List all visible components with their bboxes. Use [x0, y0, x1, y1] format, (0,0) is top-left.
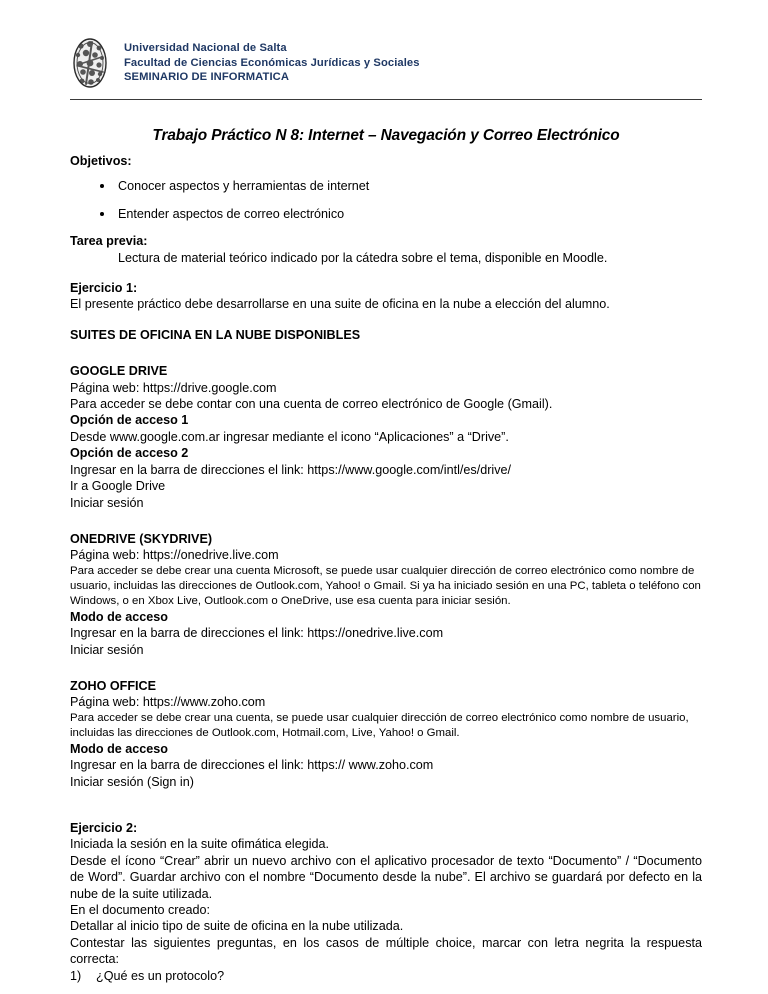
letterhead-text	[124, 36, 420, 85]
faculty-name: Facultad de Ciencias Económicas Jurídicas y Sociales	[124, 56, 420, 69]
list-item-label: Conocer aspectos y herramientas de internet	[118, 179, 370, 194]
suites-section-heading: SUITES DE OFICINA EN LA NUBE DISPONIBLES	[70, 327, 361, 342]
suite-url-google-drive: Página web: https://drive.google.com	[70, 380, 277, 395]
list-item-label: Entender aspectos de correo electrónico	[118, 206, 345, 221]
suite-intro-zoho-office: Para acceder se debe crear una cuenta, se puede usar cualquier dirección de correo electrónico como nombre de usuario, incluidas las direcciones de Outlook.com, Hotmail.com, Live, Yahoo! o Gmail.	[70, 711, 692, 739]
access-mode-line: Iniciar sesión (Sign in)	[70, 774, 194, 789]
question-text: ¿Qué es un protocolo?	[96, 968, 225, 983]
seminar-name: SEMINARIO DE INFORMATICA	[124, 71, 290, 84]
bullet-icon	[100, 184, 104, 188]
page-title: Trabajo Práctico N 8: Internet – Navegación y Correo Electrónico	[152, 127, 620, 144]
objetivos-heading: Objetivos:	[70, 154, 132, 168]
access-mode-line: Ingresar en la barra de direcciones el link: https:// www.zoho.com	[70, 758, 434, 773]
access-option-heading: Opción de acceso 1	[70, 413, 189, 428]
ejercicio2-para1: Desde el ícono “Crear” abrir un nuevo archivo con el aplicativo procesador de texto “Documento” / “Documento de Word”. Guardar archivo con el nombre “Documento desde la nube”. El archivo se guardará por defecto en la nube de la suite utilizada.	[70, 853, 706, 901]
suite-name-onedrive: ONEDRIVE (SKYDRIVE)	[70, 531, 213, 546]
document-content	[70, 36, 706, 984]
header-divider	[70, 99, 702, 100]
ejercicio2-line3: Detallar al inicio tipo de suite de oficina en la nube utilizada.	[70, 919, 404, 934]
suite-url-zoho-office: Página web: https://www.zoho.com	[70, 695, 266, 710]
access-option-line: Iniciar sesión	[70, 495, 144, 510]
tarea-previa-text: Lectura de material teórico indicado por la cátedra sobre el tema, disponible en Moodle.	[118, 250, 608, 265]
access-mode-line: Iniciar sesión	[70, 642, 144, 657]
access-option-heading: Opción de acceso 2	[70, 446, 189, 461]
bullet-icon	[100, 212, 104, 216]
access-option-line: Ir a Google Drive	[70, 479, 166, 494]
list-item	[70, 178, 702, 194]
ejercicio1-heading: Ejercicio 1:	[70, 281, 138, 296]
letterhead	[70, 36, 702, 94]
ejercicio1-text: El presente práctico debe desarrollarse en una suite de oficina en la nube a elección del alumno.	[70, 297, 610, 312]
suite-intro-onedrive: Para acceder se debe crear una cuenta Microsoft, se puede usar cualquier dirección de correo electrónico como nombre de usuario, incluidas las direcciones de Outlook.com, Yahoo! o Gmail. Si ya ha iniciado sesión en una PC, tableta o teléfono con Windows, o en Xbox Live, Outlook.com o OneDrive, use esa cuenta para iniciar sesión.	[70, 564, 705, 607]
access-mode-heading: Modo de acceso	[70, 741, 168, 756]
ejercicio2-heading: Ejercicio 2:	[70, 820, 138, 835]
objetivos-list	[70, 178, 702, 222]
ejercicio2-line1: Iniciada la sesión en la suite ofimática elegida.	[70, 837, 330, 852]
suite-name-google-drive: GOOGLE DRIVE	[70, 364, 168, 379]
question-item	[70, 968, 702, 984]
university-seal-icon	[70, 36, 110, 91]
tarea-previa-heading: Tarea previa:	[70, 234, 148, 249]
access-option-line: Ingresar en la barra de direcciones el link: https://www.google.com/intl/es/drive/	[70, 462, 511, 477]
suite-intro-google-drive: Para acceder se debe contar con una cuenta de correo electrónico de Google (Gmail).	[70, 397, 553, 412]
access-option-line: Desde www.google.com.ar ingresar mediante el icono “Aplicaciones” a “Drive”.	[70, 429, 509, 444]
access-mode-line: Ingresar en la barra de direcciones el link: https://onedrive.live.com	[70, 626, 444, 641]
university-name: Universidad Nacional de Salta	[124, 42, 287, 54]
question-number: 1)	[70, 968, 82, 983]
suite-url-onedrive: Página web: https://onedrive.live.com	[70, 548, 279, 563]
suite-name-zoho-office: ZOHO OFFICE	[70, 678, 157, 693]
list-item	[70, 206, 702, 222]
ejercicio2-para2: Contestar las siguientes preguntas, en los casos de múltiple choice, marcar con letra negrita la respuesta correcta:	[70, 935, 706, 967]
ejercicio2-line2: En el documento creado:	[70, 903, 211, 917]
access-mode-heading: Modo de acceso	[70, 609, 168, 624]
